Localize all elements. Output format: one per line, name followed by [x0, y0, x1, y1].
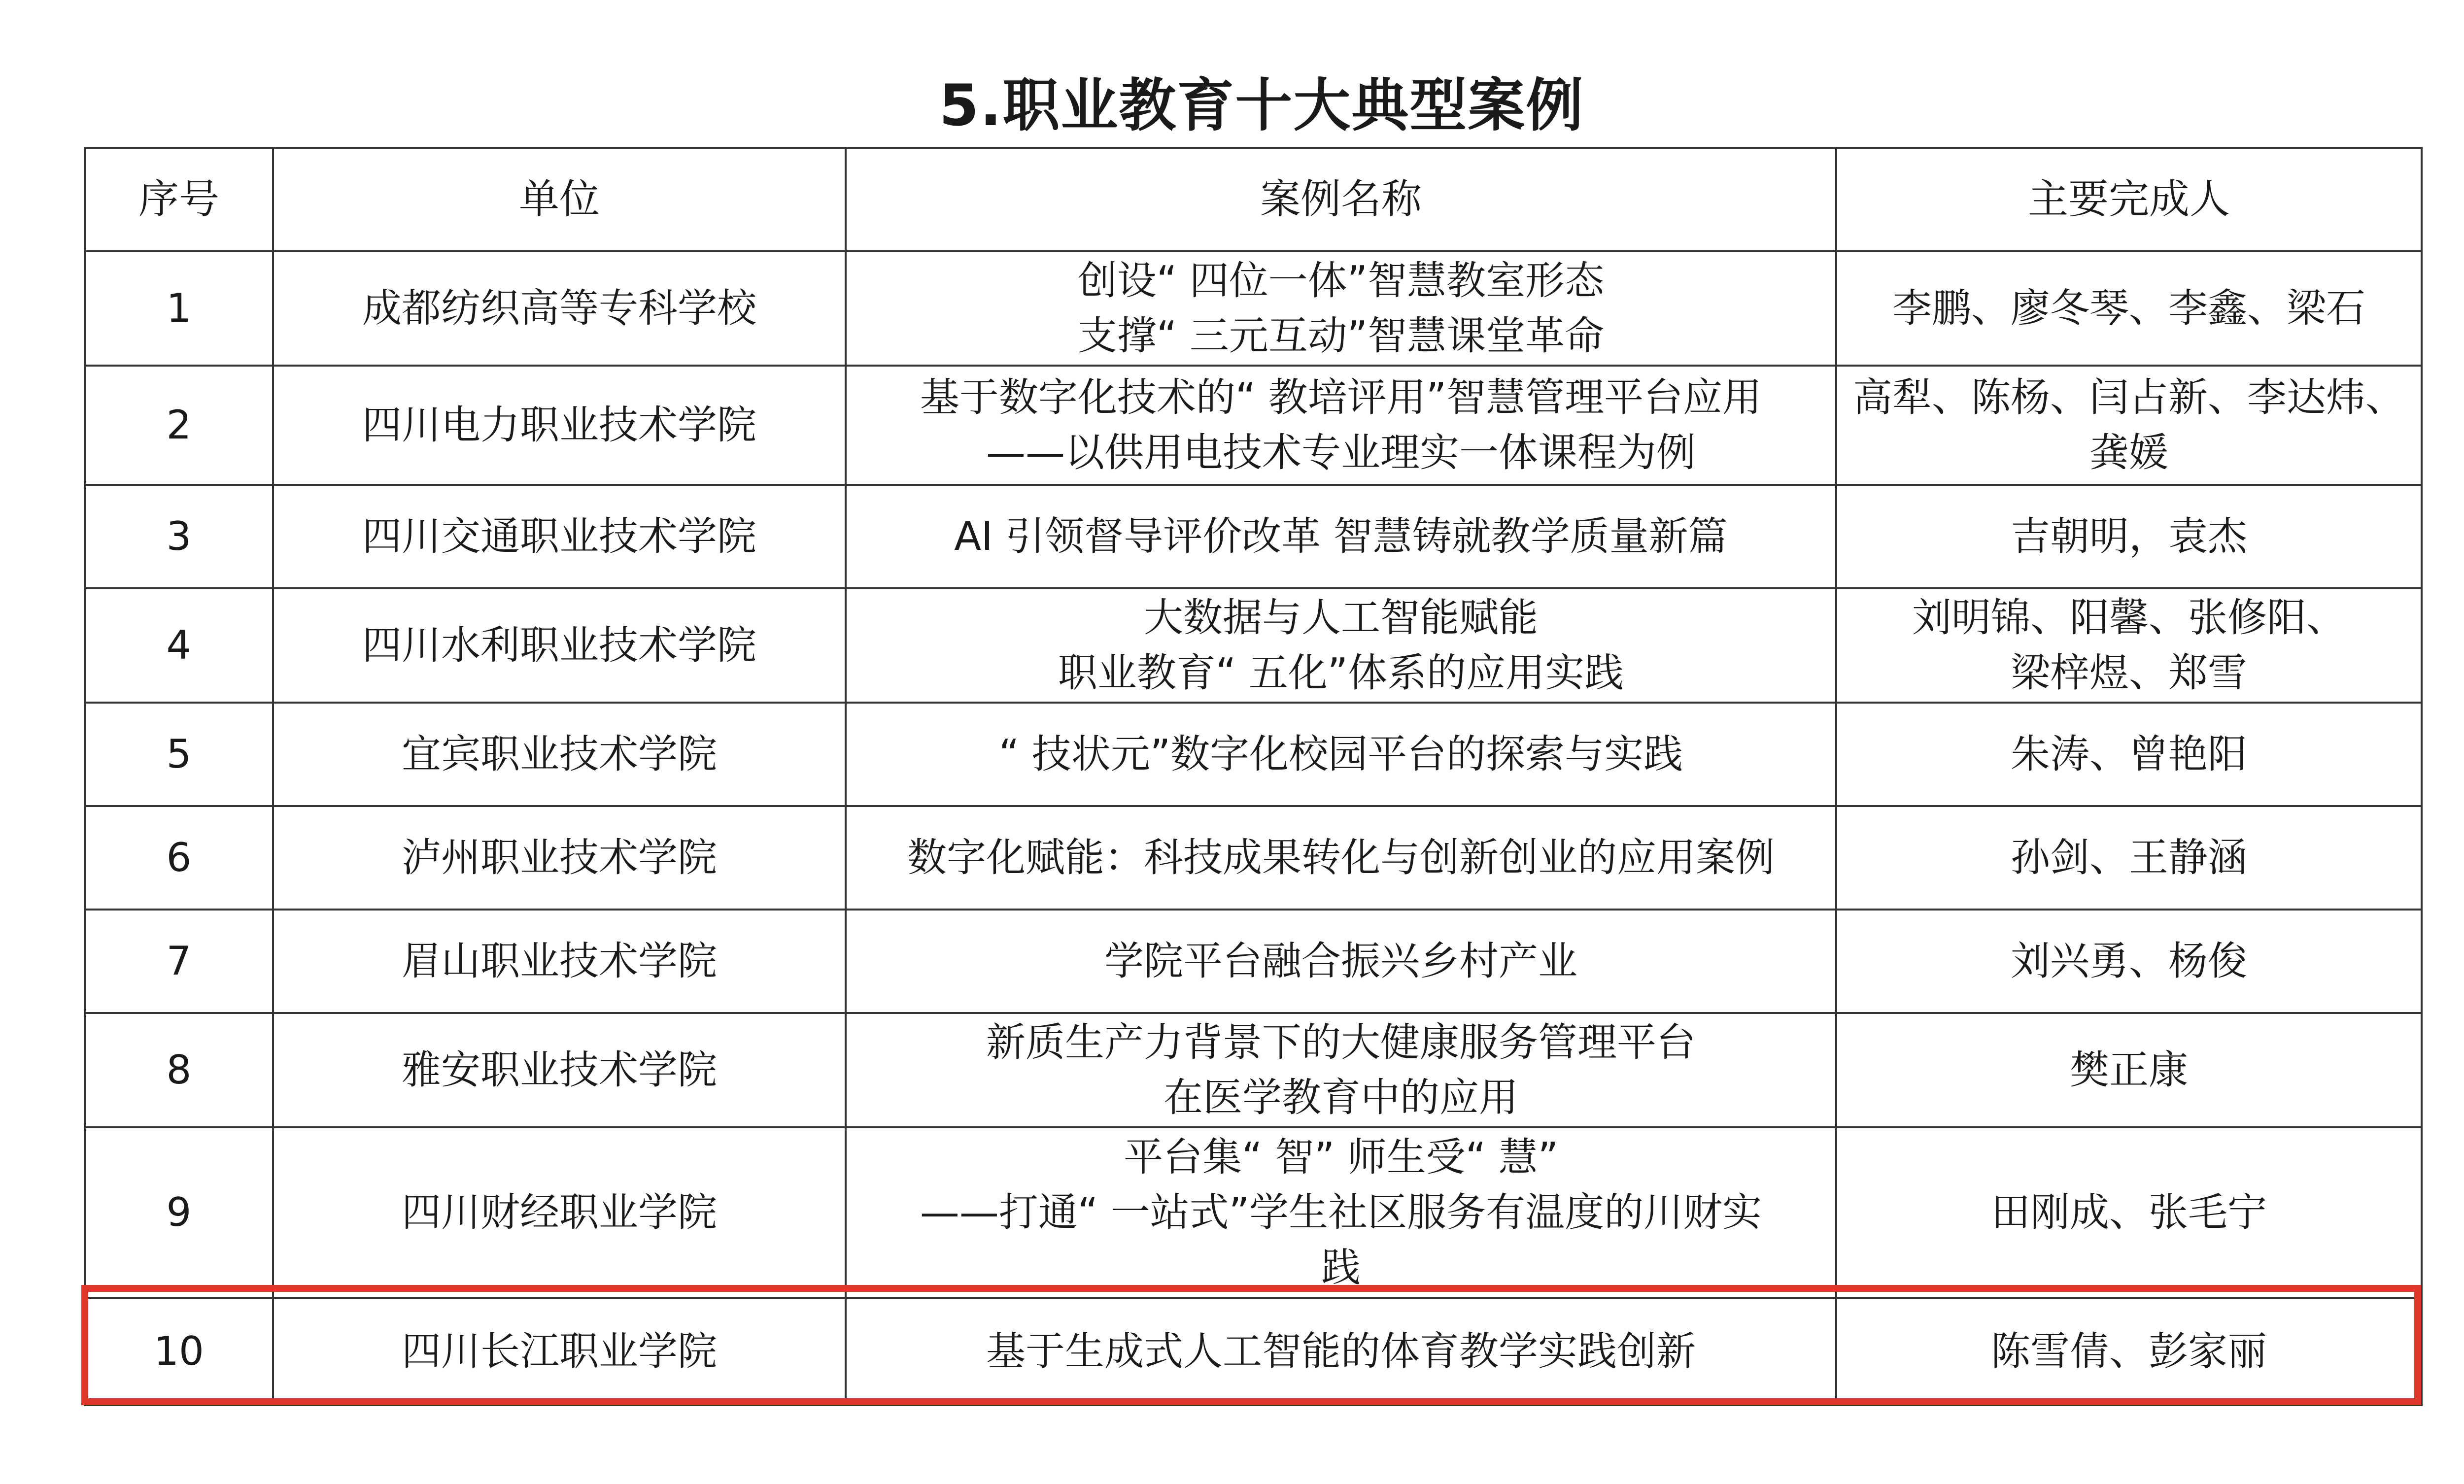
people-line: 龚媛 [2089, 430, 2168, 475]
row-people [1836, 806, 2422, 910]
row-people [1836, 703, 2422, 806]
case-table [84, 147, 2423, 1406]
row-case-name [846, 1298, 1836, 1405]
table-row [85, 366, 2422, 485]
people-line: 高犁、陈杨、闫占新、李达炜、 [1853, 374, 2405, 420]
people-line: 田刚成、张毛宁 [1991, 1189, 2267, 1235]
case-line: 新质生产力背景下的大健康服务管理平台 [986, 1019, 1696, 1065]
case-line: 平台集“ 智” 师生受“ 慧” [1123, 1134, 1559, 1180]
people-line: 李鹏、廖冬琴、李鑫、梁石 [1892, 285, 2365, 331]
people-line: 樊正康 [2070, 1047, 2188, 1093]
row-unit: 四川水利职业技术学院 [273, 588, 846, 703]
table-row [85, 588, 2422, 703]
row-no: 8 [85, 1013, 273, 1127]
case-line: 支撑“ 三元互动”智慧课堂革命 [1077, 313, 1605, 359]
table-row [85, 1013, 2422, 1127]
row-case-name [846, 251, 1836, 366]
case-line: 大数据与人工智能赋能 [1144, 595, 1538, 641]
case-line: 在医学教育中的应用 [1164, 1075, 1518, 1120]
row-people [1836, 1298, 2422, 1405]
row-case-name [846, 485, 1836, 588]
case-line: 基于生成式人工智能的体育教学实践创新 [986, 1328, 1696, 1374]
row-people [1836, 1127, 2422, 1298]
page-title: 5.职业教育十大典型案例 [939, 72, 1584, 139]
people-line: 刘明锦、阳馨、张修阳、 [1912, 595, 2346, 641]
row-case-name [846, 1127, 1836, 1298]
row-no: 3 [85, 485, 273, 588]
case-line: 职业教育“ 五化”体系的应用实践 [1058, 650, 1624, 696]
case-line: 基于数字化技术的“ 教培评用”智慧管理平台应用 [920, 374, 1762, 420]
row-no: 9 [85, 1127, 273, 1298]
row-no: 6 [85, 806, 273, 910]
row-unit: 四川长江职业学院 [273, 1298, 846, 1405]
case-line: AI 引领督导评价改革 智慧铸就教学质量新篇 [954, 513, 1728, 559]
people-line: 孙剑、王静涵 [2011, 835, 2247, 880]
table-row [85, 485, 2422, 588]
table-row [85, 703, 2422, 806]
case-line: 学院平台融合振兴乡村产业 [1104, 938, 1577, 984]
row-people [1836, 251, 2422, 366]
table-row-highlighted [85, 1298, 2422, 1405]
header-people: 主要完成人 [1836, 148, 2422, 251]
row-case-name [846, 366, 1836, 485]
row-unit: 四川交通职业技术学院 [273, 485, 846, 588]
header-unit: 单位 [273, 148, 846, 251]
case-line: 创设“ 四位一体”智慧教室形态 [1077, 258, 1605, 304]
row-unit: 雅安职业技术学院 [273, 1013, 846, 1127]
header-no: 序号 [85, 148, 273, 251]
row-no: 10 [85, 1298, 273, 1405]
table-row [85, 1127, 2422, 1298]
row-case-name [846, 1013, 1836, 1127]
table-row [85, 806, 2422, 910]
people-line: 刘兴勇、杨俊 [2011, 938, 2247, 984]
table-row [85, 910, 2422, 1013]
row-people [1836, 366, 2422, 485]
case-line: 数字化赋能：科技成果转化与创新创业的应用案例 [907, 835, 1775, 880]
row-no: 4 [85, 588, 273, 703]
row-no: 7 [85, 910, 273, 1013]
row-unit: 宜宾职业技术学院 [273, 703, 846, 806]
case-line: “ 技状元”数字化校园平台的探索与实践 [998, 731, 1683, 777]
row-case-name [846, 588, 1836, 703]
row-no: 2 [85, 366, 273, 485]
case-line: 践 [1321, 1245, 1361, 1290]
row-people [1836, 588, 2422, 703]
people-line: 朱涛、曾艳阳 [2011, 731, 2247, 777]
row-case-name [846, 910, 1836, 1013]
row-case-name [846, 806, 1836, 910]
case-line: ——以供用电技术专业理实一体课程为例 [986, 430, 1696, 475]
case-line: ——打通“ 一站式”学生社区服务有温度的川财实 [920, 1189, 1762, 1235]
row-people [1836, 910, 2422, 1013]
people-line: 梁梓煜、郑雪 [2011, 650, 2247, 696]
row-unit: 成都纺织高等专科学校 [273, 251, 846, 366]
row-unit: 眉山职业技术学院 [273, 910, 846, 1013]
people-line: 陈雪倩、彭家丽 [1991, 1328, 2267, 1374]
row-unit: 泸州职业技术学院 [273, 806, 846, 910]
header-case-name: 案例名称 [846, 148, 1836, 251]
row-people [1836, 485, 2422, 588]
row-people [1836, 1013, 2422, 1127]
table-row [85, 251, 2422, 366]
row-no: 1 [85, 251, 273, 366]
row-no: 5 [85, 703, 273, 806]
row-unit: 四川财经职业学院 [273, 1127, 846, 1298]
people-line: 吉朝明，袁杰 [2011, 513, 2247, 559]
row-case-name [846, 703, 1836, 806]
table-header-row [85, 148, 2422, 251]
row-unit: 四川电力职业技术学院 [273, 366, 846, 485]
